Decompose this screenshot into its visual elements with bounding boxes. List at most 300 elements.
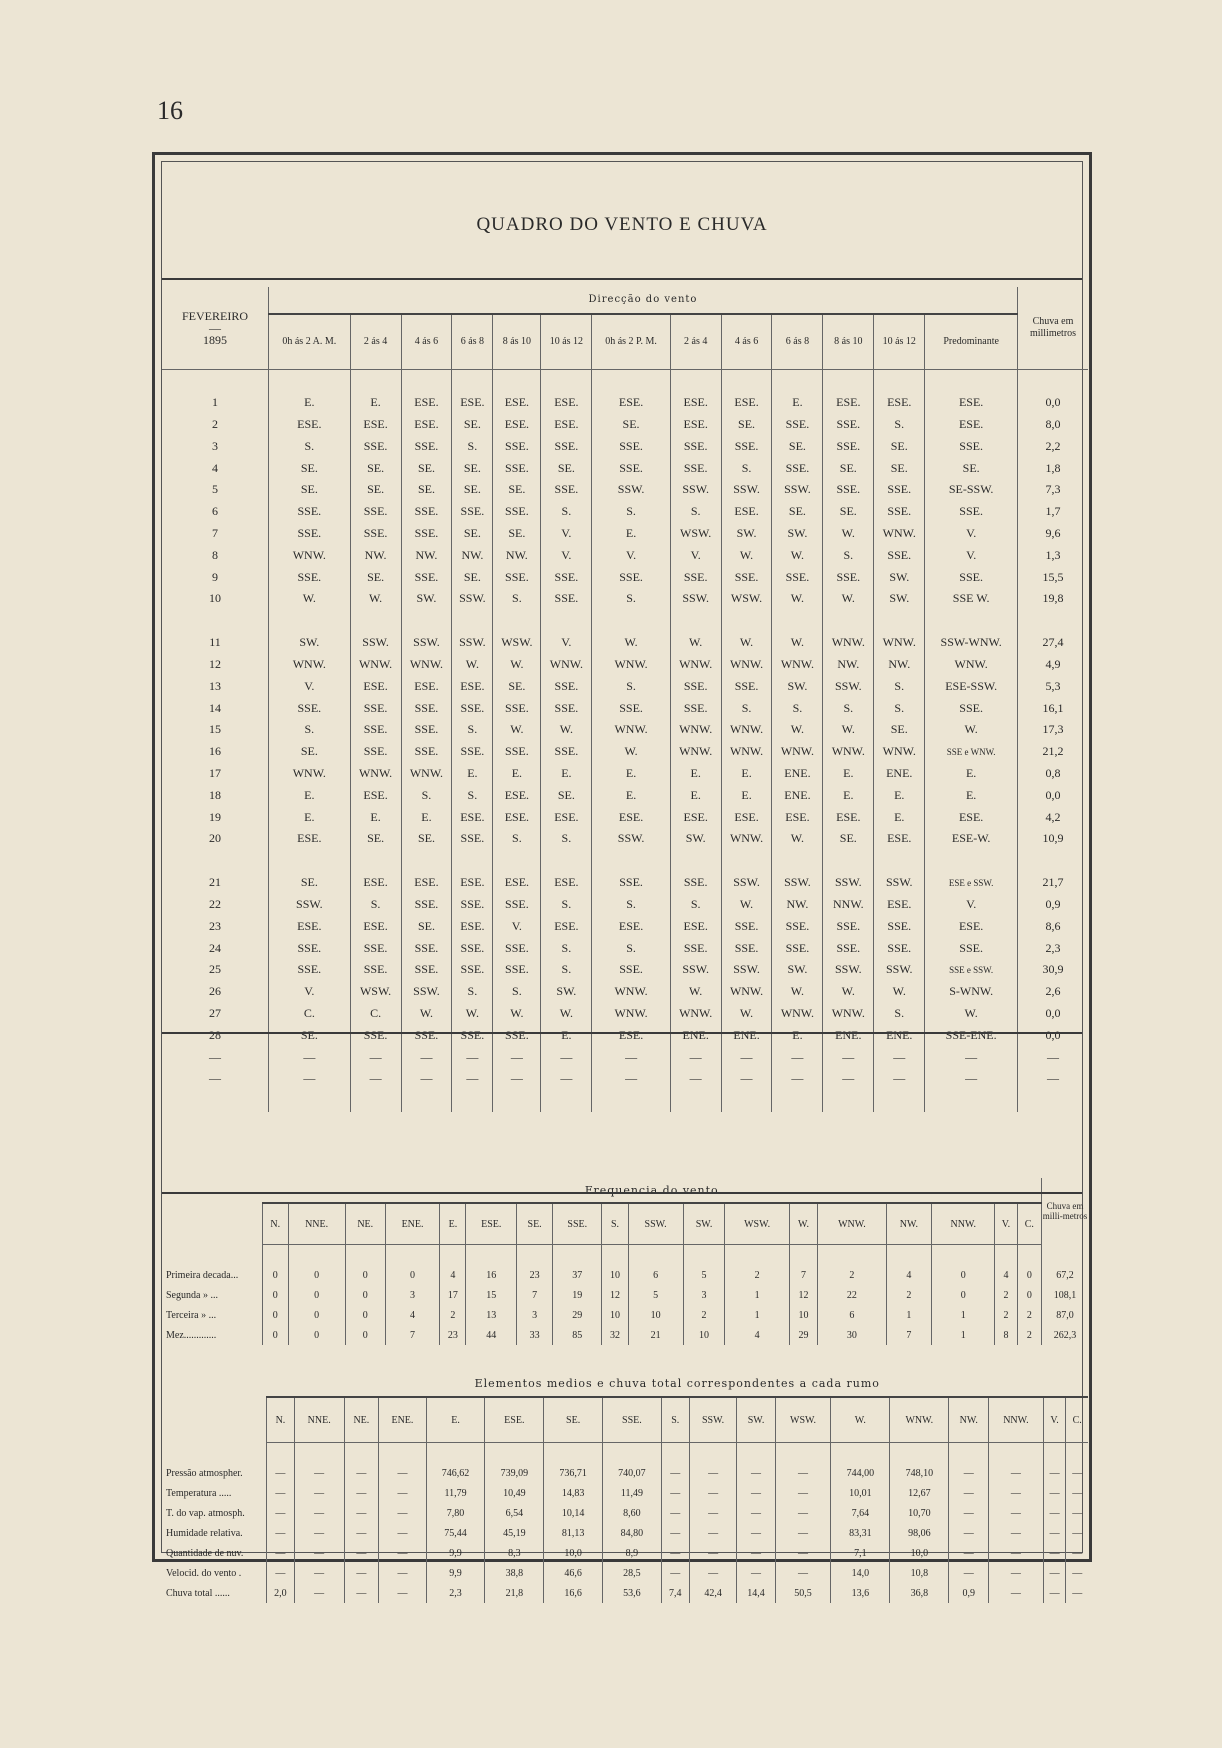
wind-direction: WNW.: [670, 1003, 721, 1025]
element-value: —: [661, 1483, 689, 1503]
wind-direction: SSE.: [452, 937, 493, 959]
wind-direction: SSE.: [670, 457, 721, 479]
element-value: —: [379, 1483, 426, 1503]
wind-direction: SSE.: [541, 435, 592, 457]
wind-direction: ESE.: [452, 675, 493, 697]
wind-direction: SSE.: [823, 915, 874, 937]
wind-direction: E.: [670, 784, 721, 806]
element-value: —: [989, 1483, 1044, 1503]
wind-direction: SSE.: [401, 697, 452, 719]
element-value: —: [689, 1563, 737, 1583]
wind-direction: WNW.: [401, 763, 452, 785]
wind-direction: S.: [452, 719, 493, 741]
year-label: 1895: [203, 333, 227, 347]
frequency-rain-header: Chuva em milli-metros: [1042, 1178, 1089, 1245]
wind-direction: SSE.: [269, 959, 351, 981]
frequency-value: 2: [1017, 1305, 1041, 1325]
frequency-value: 32: [602, 1325, 628, 1345]
wind-direction: SSW.: [874, 959, 925, 981]
rain-value: 1,8: [1018, 457, 1089, 479]
frequency-value: 4: [440, 1265, 466, 1285]
frequency-value: 4: [725, 1325, 789, 1345]
wind-direction: SE.: [269, 457, 351, 479]
element-value: 10,0: [890, 1543, 949, 1563]
element-value: 10,8: [890, 1563, 949, 1583]
element-value: —: [989, 1523, 1044, 1543]
predominant-wind: ESE.: [925, 915, 1018, 937]
divider: [162, 1192, 1082, 1194]
frequency-value: 7: [886, 1325, 932, 1345]
table-row: [162, 1483, 1088, 1503]
wind-direction: E.: [721, 763, 772, 785]
rain-value: 0,0: [1018, 392, 1089, 414]
wind-direction: SSE.: [401, 523, 452, 545]
rain-value: 0,9: [1018, 894, 1089, 916]
wind-direction: W.: [541, 1003, 592, 1025]
element-value: —: [661, 1503, 689, 1523]
wind-direction: WNW.: [670, 719, 721, 741]
wind-direction: SSE.: [350, 523, 401, 545]
element-value: 746,62: [426, 1463, 485, 1483]
table-row: [162, 523, 1088, 545]
wind-direction: W.: [592, 741, 670, 763]
wind-direction: SSE.: [772, 414, 823, 436]
frequency-value: 7: [517, 1285, 553, 1305]
wind-direction: SSE.: [874, 501, 925, 523]
rain-value: 5,3: [1018, 675, 1089, 697]
wind-direction: SSW.: [452, 632, 493, 654]
day-number: 20: [209, 831, 221, 846]
wind-direction: SSE.: [350, 937, 401, 959]
wind-direction: E.: [772, 392, 823, 414]
frequency-value: 0: [263, 1285, 289, 1305]
wind-direction: SSE.: [670, 675, 721, 697]
frequency-value: 2: [995, 1285, 1017, 1305]
row-label: Mez.............: [166, 1329, 217, 1341]
wind-direction: SSE.: [350, 501, 401, 523]
wind-direction: W.: [452, 654, 493, 676]
wind-direction: SSE.: [541, 741, 592, 763]
day-number: 17: [209, 765, 221, 780]
predominant-wind: ESE.: [925, 414, 1018, 436]
wind-direction: WNW.: [772, 654, 823, 676]
element-value: 736,71: [544, 1463, 603, 1483]
predominant-wind: ESE.: [925, 392, 1018, 414]
rain-value: 2,3: [1018, 937, 1089, 959]
table-row: [162, 479, 1088, 501]
frequency-value: 16: [466, 1265, 517, 1285]
wind-direction: SSE.: [452, 1024, 493, 1046]
wind-direction: S.: [350, 894, 401, 916]
rain-value: 2,6: [1018, 981, 1089, 1003]
frequency-header: Frequencia do vento: [263, 1178, 1042, 1203]
time-column-header: 10 ás 12: [541, 314, 592, 370]
wind-direction: NW.: [401, 544, 452, 566]
element-value: —: [379, 1523, 426, 1543]
table-row: [162, 981, 1088, 1003]
wind-direction: NW.: [350, 544, 401, 566]
wind-direction: SSE.: [670, 435, 721, 457]
day-number: 6: [212, 504, 218, 519]
frequency-value: 2: [995, 1305, 1017, 1325]
wind-direction: SSE.: [493, 959, 541, 981]
wind-direction: WNW.: [823, 632, 874, 654]
wind-direction: WNW.: [874, 523, 925, 545]
wind-direction: WNW.: [721, 654, 772, 676]
element-value: —: [689, 1543, 737, 1563]
element-value: —: [737, 1523, 775, 1543]
table-row: [162, 392, 1088, 414]
table-row: [162, 1305, 1088, 1325]
day-number: 5: [212, 482, 218, 497]
time-column-header: 10 ás 12: [874, 314, 925, 370]
wind-direction: E.: [823, 763, 874, 785]
wind-direction: SSE.: [269, 566, 351, 588]
wind-direction: S.: [592, 588, 670, 610]
element-value: —: [689, 1503, 737, 1523]
frequency-value: 0: [288, 1285, 345, 1305]
wind-direction: W.: [772, 719, 823, 741]
wind-direction: ENE.: [721, 1024, 772, 1046]
wind-direction: SSE.: [823, 479, 874, 501]
frequency-value: 0: [385, 1265, 440, 1285]
wind-direction: S.: [541, 894, 592, 916]
wind-direction: S.: [670, 894, 721, 916]
rain-value: 16,1: [1018, 697, 1089, 719]
wind-direction: E.: [401, 806, 452, 828]
element-value: —: [379, 1583, 426, 1603]
wind-direction: V.: [541, 523, 592, 545]
time-column-header: Predominante: [925, 314, 1018, 370]
element-value: 42,4: [689, 1583, 737, 1603]
wind-direction: SSE.: [823, 566, 874, 588]
wind-direction: SSE.: [401, 894, 452, 916]
frequency-value: 4: [886, 1265, 932, 1285]
element-value: —: [661, 1463, 689, 1483]
element-value: 10,14: [544, 1503, 603, 1523]
wind-direction: ESE.: [670, 392, 721, 414]
element-value: —: [689, 1483, 737, 1503]
direction-column-header: SSW.: [689, 1397, 737, 1443]
element-value: —: [661, 1563, 689, 1583]
wind-direction: W.: [772, 828, 823, 850]
wind-direction: W.: [493, 1003, 541, 1025]
direction-column-header: ENE.: [379, 1397, 426, 1443]
day-number: 24: [209, 940, 221, 955]
wind-direction: NW.: [823, 654, 874, 676]
wind-direction: S.: [493, 588, 541, 610]
wind-direction: S.: [269, 435, 351, 457]
wind-direction: S.: [772, 697, 823, 719]
element-value: 9,9: [426, 1543, 485, 1563]
element-value: 2,0: [267, 1583, 295, 1603]
wind-direction: ESE.: [493, 414, 541, 436]
wind-direction: WNW.: [350, 763, 401, 785]
blank-row: — — — — — — — — — — — — — — —: [162, 1046, 1088, 1068]
wind-direction: WNW.: [401, 654, 452, 676]
time-column-header: 8 ás 10: [493, 314, 541, 370]
element-value: —: [379, 1563, 426, 1583]
frequency-value: 2: [725, 1265, 789, 1285]
table-row: [162, 1583, 1088, 1603]
wind-direction: SE.: [721, 414, 772, 436]
rain-total: 108,1: [1042, 1285, 1089, 1305]
wind-direction: WNW.: [269, 544, 351, 566]
direction-column-header: NE.: [345, 1203, 385, 1245]
wind-direction: WNW.: [823, 1003, 874, 1025]
wind-direction: W.: [823, 981, 874, 1003]
wind-direction: SSE.: [350, 741, 401, 763]
wind-direction: SSE.: [350, 1024, 401, 1046]
wind-direction: SE.: [350, 457, 401, 479]
day-number: 23: [209, 918, 221, 933]
day-number: 12: [209, 656, 221, 671]
wind-direction: ESE.: [721, 806, 772, 828]
element-value: —: [1043, 1583, 1066, 1603]
element-value: 11,49: [603, 1483, 662, 1503]
wind-direction: W.: [772, 981, 823, 1003]
wind-direction: WSW.: [493, 632, 541, 654]
element-value: —: [294, 1523, 344, 1543]
rain-value: 0,8: [1018, 763, 1089, 785]
direction-header: Direcção do vento: [269, 287, 1018, 314]
direction-column-header: S.: [661, 1397, 689, 1443]
wind-direction: SSE.: [493, 501, 541, 523]
table-row: [162, 1563, 1088, 1583]
wind-direction: SE.: [541, 457, 592, 479]
elements-header: Elementos medios e chuva total correspondentes a cada rumo: [267, 1370, 1089, 1397]
table-row: [162, 894, 1088, 916]
day-number: 18: [209, 787, 221, 802]
frequency-corner: [162, 1178, 263, 1245]
frequency-value: 2: [1017, 1325, 1041, 1345]
wind-direction: ENE.: [874, 1024, 925, 1046]
wind-direction-table: [162, 287, 1088, 1112]
frequency-value: 6: [628, 1265, 683, 1285]
wind-direction: WNW.: [721, 981, 772, 1003]
direction-column-header: C.: [1017, 1203, 1041, 1245]
wind-direction: SW.: [874, 588, 925, 610]
predominant-wind: V.: [925, 894, 1018, 916]
wind-direction: SE.: [541, 784, 592, 806]
wind-direction: SE.: [493, 675, 541, 697]
wind-direction: SSW.: [401, 981, 452, 1003]
wind-direction: SSE.: [350, 435, 401, 457]
wind-direction: SSE.: [541, 479, 592, 501]
wind-direction: SE.: [452, 523, 493, 545]
wind-direction: E.: [823, 784, 874, 806]
month-label: FEVEREIRO: [182, 309, 248, 323]
predominant-wind: ESE-W.: [925, 828, 1018, 850]
predominant-wind: SSE.: [925, 937, 1018, 959]
wind-direction: ESE.: [874, 828, 925, 850]
wind-direction: W.: [772, 588, 823, 610]
predominant-wind: W.: [925, 719, 1018, 741]
element-value: 12,67: [890, 1483, 949, 1503]
wind-direction: ESE.: [269, 414, 351, 436]
frequency-value: 0: [932, 1285, 995, 1305]
direction-column-header: V.: [995, 1203, 1017, 1245]
wind-direction: ESE.: [350, 872, 401, 894]
element-value: 7,64: [831, 1503, 890, 1523]
element-value: —: [379, 1463, 426, 1483]
wind-direction: W.: [721, 544, 772, 566]
wind-direction: WNW.: [874, 632, 925, 654]
element-value: 740,07: [603, 1463, 662, 1483]
rain-total: 87,0: [1042, 1305, 1089, 1325]
wind-direction: SE.: [452, 566, 493, 588]
element-value: 9,9: [426, 1563, 485, 1583]
element-value: 28,5: [603, 1563, 662, 1583]
predominant-wind: SSE W.: [925, 588, 1018, 610]
month-dash: —: [209, 321, 221, 335]
rain-value: 30,9: [1018, 959, 1089, 981]
wind-direction: WNW.: [772, 741, 823, 763]
direction-column-header: SW.: [683, 1203, 725, 1245]
wind-direction: SSW.: [721, 959, 772, 981]
wind-direction: NW.: [874, 654, 925, 676]
frequency-value: 0: [288, 1265, 345, 1285]
wind-direction: S.: [401, 784, 452, 806]
element-value: —: [949, 1503, 989, 1523]
direction-column-header: ESE.: [485, 1397, 544, 1443]
wind-frequency-table: [162, 1178, 1088, 1345]
day-number: 3: [212, 438, 218, 453]
wind-direction: SSE.: [670, 872, 721, 894]
blank-row: — — — — — — — — — — — — — — —: [162, 1068, 1088, 1090]
rain-value: 4,2: [1018, 806, 1089, 828]
wind-direction: V.: [541, 632, 592, 654]
wind-direction: SSE.: [493, 741, 541, 763]
wind-direction: SSW.: [823, 675, 874, 697]
direction-column-header: NE.: [344, 1397, 379, 1443]
direction-column-header: SE.: [517, 1203, 553, 1245]
wind-direction: C.: [350, 1003, 401, 1025]
frequency-value: 0: [932, 1265, 995, 1285]
wind-direction: SE.: [592, 414, 670, 436]
table-row: [162, 1265, 1088, 1285]
table-row: [162, 915, 1088, 937]
wind-direction: SSE.: [823, 435, 874, 457]
wind-direction: SSE.: [592, 697, 670, 719]
wind-direction: SW.: [874, 566, 925, 588]
wind-direction: SSE.: [772, 937, 823, 959]
element-value: —: [1066, 1483, 1088, 1503]
wind-direction: SSE.: [541, 588, 592, 610]
wind-direction: ESE.: [452, 915, 493, 937]
wind-direction: E.: [874, 806, 925, 828]
element-value: 36,8: [890, 1583, 949, 1603]
row-label: Chuva total ......: [166, 1587, 230, 1599]
wind-direction: SSE.: [721, 566, 772, 588]
table-row: [162, 1543, 1088, 1563]
wind-direction: SSE.: [772, 915, 823, 937]
element-value: —: [344, 1563, 379, 1583]
direction-column-header: C.: [1066, 1397, 1088, 1443]
time-column-header: 0h ás 2 P. M.: [592, 314, 670, 370]
wind-direction: SSE.: [493, 894, 541, 916]
table-row: [162, 959, 1088, 981]
wind-direction: W.: [592, 632, 670, 654]
element-value: —: [1066, 1523, 1088, 1543]
wind-direction: WSW.: [350, 981, 401, 1003]
element-value: —: [267, 1483, 295, 1503]
wind-direction: SSE.: [670, 937, 721, 959]
element-value: —: [989, 1563, 1044, 1583]
time-column-header: 6 ás 8: [452, 314, 493, 370]
element-value: —: [661, 1543, 689, 1563]
frequency-value: 29: [553, 1305, 602, 1325]
wind-direction: SE.: [823, 457, 874, 479]
wind-direction: S.: [541, 937, 592, 959]
rain-value: 19,8: [1018, 588, 1089, 610]
predominant-wind: ESE-SSW.: [925, 675, 1018, 697]
predominant-wind: SSE e WNW.: [925, 741, 1018, 763]
wind-direction: SSE.: [269, 937, 351, 959]
wind-direction: SE.: [772, 435, 823, 457]
wind-direction: ESE.: [401, 675, 452, 697]
element-value: —: [344, 1543, 379, 1563]
element-value: —: [1043, 1543, 1066, 1563]
predominant-wind: W.: [925, 1003, 1018, 1025]
element-value: —: [344, 1503, 379, 1523]
wind-direction: E.: [269, 784, 351, 806]
element-value: 0,9: [949, 1583, 989, 1603]
frequency-value: 12: [602, 1285, 628, 1305]
wind-direction: SSE.: [493, 566, 541, 588]
wind-direction: SSW.: [269, 894, 351, 916]
wind-direction: SW.: [772, 675, 823, 697]
frequency-value: 1: [932, 1305, 995, 1325]
predominant-wind: SE.: [925, 457, 1018, 479]
wind-direction: ESE.: [350, 784, 401, 806]
frequency-value: 21: [628, 1325, 683, 1345]
rain-value: 9,6: [1018, 523, 1089, 545]
wind-direction: SE.: [269, 479, 351, 501]
rain-value: 0,0: [1018, 784, 1089, 806]
wind-direction: W.: [721, 894, 772, 916]
frequency-value: 7: [789, 1265, 818, 1285]
frequency-value: 5: [628, 1285, 683, 1305]
wind-direction: SE.: [874, 435, 925, 457]
frequency-value: 0: [263, 1265, 289, 1285]
day-number: 11: [209, 635, 221, 650]
element-value: —: [267, 1503, 295, 1523]
element-value: —: [294, 1583, 344, 1603]
frequency-value: 0: [1017, 1285, 1041, 1305]
element-value: —: [267, 1463, 295, 1483]
rain-total: 262,3: [1042, 1325, 1089, 1345]
wind-direction: SSE.: [452, 741, 493, 763]
frequency-value: 29: [789, 1325, 818, 1345]
wind-direction: SSE.: [452, 894, 493, 916]
frequency-value: 15: [466, 1285, 517, 1305]
wind-direction: WNW.: [592, 1003, 670, 1025]
table-row: [162, 435, 1088, 457]
wind-direction: WNW.: [592, 654, 670, 676]
table-frame: [152, 152, 1092, 1599]
table-row: [162, 1325, 1088, 1345]
wind-direction: S.: [721, 697, 772, 719]
wind-direction: SSE.: [592, 435, 670, 457]
frequency-value: 10: [628, 1305, 683, 1325]
wind-direction: SSE.: [269, 501, 351, 523]
day-number: 25: [209, 962, 221, 977]
month-header: [162, 287, 269, 370]
element-value: 14,0: [831, 1563, 890, 1583]
element-value: —: [689, 1523, 737, 1543]
wind-direction: SSE.: [452, 501, 493, 523]
